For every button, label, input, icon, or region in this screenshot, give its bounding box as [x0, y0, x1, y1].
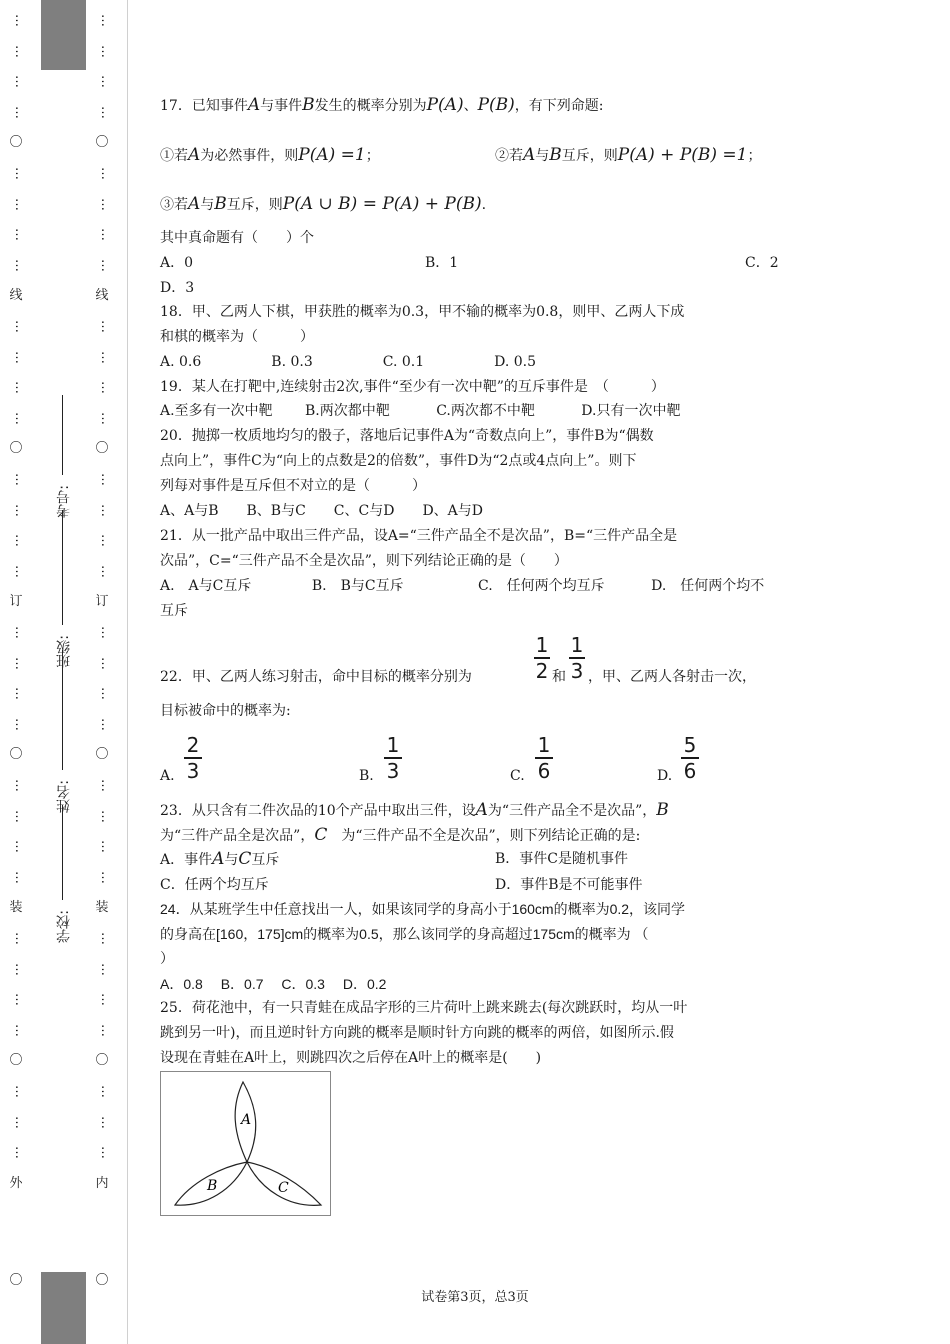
- outer-binding-mark: 〇: [9, 135, 23, 151]
- outer-binding-mark: …: [12, 381, 27, 395]
- inner-binding-mark: …: [98, 687, 113, 701]
- outer-binding-mark: …: [12, 350, 27, 364]
- lotus-leaf-figure: [160, 1071, 331, 1216]
- inner-binding-mark: 线: [95, 288, 109, 304]
- outer-binding-mark: …: [12, 105, 27, 119]
- inner-binding-mark: 装: [95, 900, 109, 916]
- inner-binding-mark: …: [98, 932, 113, 945]
- leaf-b-label: B: [207, 1178, 218, 1194]
- q17-proposition-1: ①若A为必然事件，则P(A) =1；: [160, 145, 380, 165]
- inner-binding-mark: …: [98, 564, 113, 578]
- outer-binding-mark: …: [12, 626, 27, 639]
- inner-binding-mark: …: [98, 320, 113, 333]
- inner-binding-mark: …: [98, 503, 113, 517]
- outer-binding-mark: 装: [9, 900, 23, 916]
- inner-binding-mark: 〇: [95, 441, 109, 457]
- outer-binding-mark: …: [12, 717, 27, 731]
- inner-binding-mark: 〇: [95, 747, 109, 763]
- outer-binding-mark: …: [12, 228, 27, 242]
- q22-f1-numerator: 1: [535, 633, 549, 657]
- inner-binding-mark: …: [98, 840, 113, 854]
- outer-binding-mark: …: [12, 1023, 27, 1037]
- q22-f2-numerator: 1: [570, 633, 584, 657]
- inner-binding-mark: …: [98, 1085, 113, 1098]
- q24-line-2: 的身高在[160，175]cm的概率为0.5，那么该同学的身高超过175cm的概率为 （: [160, 926, 649, 942]
- outer-binding-mark: 〇: [9, 1273, 23, 1288]
- q23-option-a: A．事件A与C互斥: [160, 849, 280, 869]
- inner-binding-mark: …: [98, 44, 113, 58]
- inner-binding-mark: …: [98, 626, 113, 639]
- inner-binding-mark: …: [98, 75, 113, 89]
- q22-option-a-fraction: 2 3: [184, 734, 202, 782]
- outer-binding-mark: …: [12, 564, 27, 578]
- outer-binding-mark: …: [12, 167, 27, 180]
- inner-binding-mark: …: [98, 717, 113, 731]
- q22-option-c-label: C.: [510, 768, 525, 784]
- inner-binding-column: [92, 0, 114, 1344]
- inner-binding-mark: …: [98, 534, 113, 548]
- q20-line-1: 20．抛掷一枚质地均匀的骰子，落地后记事件A为“奇数点向上”，事件B为“偶数: [160, 428, 654, 444]
- inner-binding-mark: …: [98, 809, 113, 823]
- outer-binding-mark: …: [12, 320, 27, 333]
- q17-option-d: D．3: [160, 280, 195, 296]
- outer-binding-mark: …: [12, 993, 27, 1007]
- q22-line-2: 目标被命中的概率为:: [160, 703, 291, 719]
- outer-binding-mark: …: [12, 44, 27, 58]
- exam-number-label: 考号:: [56, 485, 72, 518]
- q18-line-2: 和棋的概率为（ ）: [160, 329, 314, 345]
- inner-binding-mark: …: [98, 167, 113, 180]
- q23-line-2: 为“三件产品全是次品”，C 为“三件产品不全是次品”，则下列结论正确的是:: [160, 825, 641, 845]
- q23-option-c: C．任两个均互斥: [160, 877, 269, 893]
- inner-binding-mark: …: [98, 258, 113, 272]
- inner-binding-mark: 订: [95, 594, 109, 610]
- inner-binding-mark: …: [98, 993, 113, 1007]
- q23-option-b: B．事件C是随机事件: [495, 851, 628, 867]
- outer-binding-mark: …: [12, 779, 27, 792]
- outer-binding-mark: …: [12, 1115, 27, 1129]
- q20-line-2: 点向上”，事件C为“向上的点数是2的倍数”，事件D为“2点或4点向上”。则下: [160, 453, 637, 469]
- outer-binding-mark: 〇: [9, 441, 23, 457]
- outer-binding-mark: 外: [9, 1175, 23, 1191]
- q25-line-3: 设现在青蛙在A叶上，则跳四次之后停在A叶上的概率是( ): [160, 1050, 542, 1066]
- outer-binding-mark: 〇: [9, 1053, 23, 1069]
- outer-binding-mark: …: [12, 503, 27, 517]
- q20-options: A、A与B B、B与C C、C与D D、A与D: [160, 503, 484, 519]
- name-line: [62, 650, 63, 770]
- outer-binding-mark: …: [12, 870, 27, 884]
- q17-proposition-3: ③若A与B互斥，则P(A ∪ B) = P(A) + P(B).: [160, 194, 487, 214]
- inner-binding-mark: 〇: [95, 1273, 109, 1288]
- inner-binding-mark: …: [98, 381, 113, 395]
- q22-option-d-fraction: 5 6: [681, 734, 699, 782]
- outer-binding-mark: 订: [9, 594, 23, 610]
- outer-binding-mark: …: [12, 1146, 27, 1160]
- q22-fraction-2: [569, 634, 585, 682]
- inner-binding-mark: …: [98, 1146, 113, 1160]
- q24-line-3: ）: [160, 951, 174, 967]
- outer-binding-mark: …: [12, 656, 27, 670]
- outer-binding-mark: …: [12, 687, 27, 701]
- outer-binding-mark: 线: [9, 288, 23, 304]
- student-info-strip: [48, 80, 78, 1260]
- outer-binding-mark: …: [12, 932, 27, 945]
- inner-binding-mark: 内: [95, 1175, 109, 1191]
- q22-option-d-label: D.: [657, 768, 673, 784]
- q23-option-d: D．事件B是不可能事件: [495, 877, 643, 893]
- q19-line-1: 19．某人在打靶中,连续射击2次,事件“至少有一次中靶”的互斥事件是 （ ）: [160, 379, 665, 395]
- q22-option-a-label: A.: [160, 768, 175, 784]
- q22-option-b-fraction: 1 3: [384, 734, 402, 782]
- q22-fraction-1: [534, 634, 550, 682]
- q17-option-a: A．0: [160, 255, 194, 271]
- q17-option-b: B．1: [425, 255, 459, 271]
- q18-options: A. 0.6 B. 0.3 C. 0.1 D. 0.5: [160, 354, 536, 370]
- q25-line-2: 跳到另一叶)，而且逆时针方向跳的概率是顺时针方向跳的概率的两倍，如图所示.假: [160, 1025, 674, 1041]
- class-label: 班级:: [56, 635, 72, 668]
- outer-binding-mark: 〇: [9, 747, 23, 763]
- inner-binding-mark: …: [98, 870, 113, 884]
- inner-binding-mark: …: [98, 962, 113, 976]
- q24-line-1: 24．从某班学生中任意找出一人，如果该同学的身高小于160cm的概率为0.2，该同学: [160, 901, 686, 917]
- class-line: [62, 510, 63, 625]
- binding-gray-block-bottom: [41, 1272, 86, 1344]
- inner-binding-mark: 〇: [95, 135, 109, 151]
- q17-stem: 17．已知事件A与事件B发生的概率分别为P(A)、P(B)，有下列命题:: [160, 95, 604, 115]
- leaf-c-label: C: [278, 1180, 289, 1196]
- q22-line-1a: 22．甲、乙两人练习射击，命中目标的概率分别为: [160, 669, 472, 685]
- outer-binding-mark: …: [12, 75, 27, 89]
- school-line: [62, 805, 63, 900]
- binding-gray-block-top: [41, 0, 86, 70]
- inner-binding-mark: …: [98, 228, 113, 242]
- inner-binding-mark: …: [98, 14, 113, 27]
- q21-options: A. A与C互斥 B. B与C互斥 C. 任何两个均互斥 D. 任何两个均不: [160, 578, 765, 594]
- q21-line-4: 互斥: [160, 603, 188, 619]
- q21-line-2: 次品”，C=“三件产品不全是次品”，则下列结论正确的是（ ）: [160, 553, 568, 569]
- outer-binding-mark: …: [12, 258, 27, 272]
- name-label: 姓名:: [56, 780, 72, 813]
- outer-binding-mark: …: [12, 840, 27, 854]
- exam-number-line: [62, 395, 63, 475]
- q22-option-b-label: B.: [359, 768, 374, 784]
- inner-binding-mark: …: [98, 411, 113, 425]
- outer-binding-mark: …: [12, 473, 27, 486]
- outer-binding-mark: …: [12, 14, 27, 27]
- q18-line-1: 18．甲、乙两人下棋，甲获胜的概率为0.3，甲不输的概率为0.8，则甲、乙两人下成: [160, 304, 685, 320]
- outer-binding-mark: …: [12, 1085, 27, 1098]
- outer-binding-column: [6, 0, 28, 1344]
- inner-binding-mark: …: [98, 779, 113, 792]
- outer-binding-mark: …: [12, 534, 27, 548]
- outer-binding-mark: …: [12, 411, 27, 425]
- margin-rule: [127, 0, 128, 1344]
- q23-line-1: 23．从只含有二件次品的10个产品中取出三件，设A为“三件产品全不是次品”，B: [160, 800, 669, 820]
- q20-line-3: 列每对事件是互斥但不对立的是（ ）: [160, 478, 426, 494]
- q17-proposition-2: ②若A与B互斥，则P(A) + P(B) =1；: [495, 145, 762, 165]
- q25-line-1: 25．荷花池中，有一只青蛙在成品字形的三片荷叶上跳来跳去(每次跳跃时，均从一叶: [160, 1000, 688, 1016]
- outer-binding-mark: …: [12, 962, 27, 976]
- q17-ask: 其中真命题有（ ）个: [160, 230, 314, 246]
- inner-binding-mark: …: [98, 473, 113, 486]
- inner-binding-mark: …: [98, 1115, 113, 1129]
- leaf-a-label: A: [241, 1112, 252, 1128]
- inner-binding-mark: …: [98, 197, 113, 211]
- q17-option-c: C．2: [745, 255, 779, 271]
- school-label: 学校:: [56, 910, 72, 943]
- page-footer: 试卷第3页，总3页: [421, 1290, 529, 1305]
- q19-options: A.至多有一次中靶 B.两次都中靶 C.两次都不中靶 D.只有一次中靶: [160, 403, 681, 419]
- q22-option-c-fraction: 1 6: [535, 734, 553, 782]
- inner-binding-mark: …: [98, 350, 113, 364]
- inner-binding-mark: …: [98, 1023, 113, 1037]
- outer-binding-mark: …: [12, 809, 27, 823]
- outer-binding-mark: …: [12, 197, 27, 211]
- inner-binding-mark: 〇: [95, 1053, 109, 1069]
- inner-binding-mark: …: [98, 105, 113, 119]
- lotus-leaf-diagram: [161, 1072, 330, 1215]
- q21-line-1: 21．从一批产品中取出三件产品，设A=“三件产品全不是次品”，B=“三件产品全是: [160, 528, 678, 544]
- q22-f2-denominator: 3: [570, 659, 584, 683]
- q22-f1-denominator: 2: [535, 659, 549, 683]
- inner-binding-mark: …: [98, 656, 113, 670]
- q22-and: 和: [552, 669, 566, 685]
- q24-options: A．0.8 B．0.7 C．0.3 D．0.2: [160, 976, 387, 992]
- q22-line-1b: ，甲、乙两人各射击一次，: [588, 669, 756, 685]
